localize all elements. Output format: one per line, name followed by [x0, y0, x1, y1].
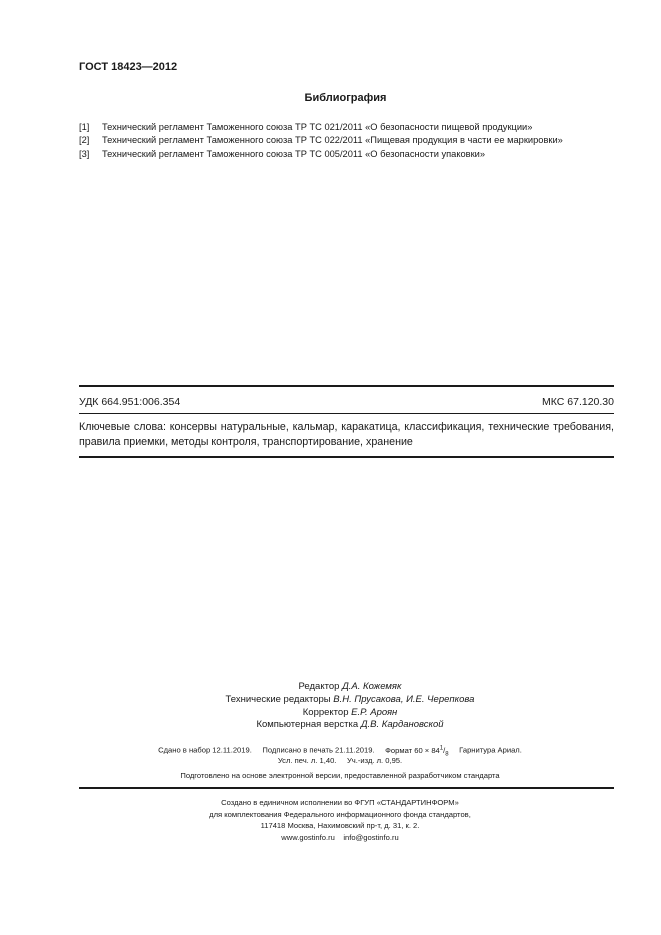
print-format: Формат $60 \times 84^1/_8$ [385, 745, 449, 758]
footer-block [80, 797, 600, 843]
credit-editor [150, 680, 550, 693]
mks-code: МКС 67.120.30 [542, 396, 614, 408]
credit-name: Д.А. Кожемяк [342, 681, 402, 692]
credit-label: Компьютерная верстка [256, 719, 359, 730]
keywords: Ключевые слова: консервы натуральные, кальмар, каракатица, классификация, технические требования, правила приемки, методы контроля, транспортирование, хранение [79, 421, 614, 448]
bibliography-item [79, 122, 532, 132]
bibliography-item [79, 135, 563, 145]
credit-layout [150, 718, 550, 731]
credit-name: Д.В. Кардановской [360, 719, 444, 730]
bibliography-item-number: [2] [79, 135, 90, 145]
footer-line: для комплектования Федерального информационного фонда стандартов, [209, 809, 471, 819]
footer-line: Создано в единичном исполнении во ФГУП «СТАНДАРТИНФОРМ» [221, 798, 459, 807]
credit-label: Корректор [302, 707, 349, 718]
submitted-date: Сдано в набор 12.11.2019. [158, 745, 252, 755]
bibliography-item-text: Технический регламент Таможенного союза ТР ТС 021/2011 «О безопасности пищевой продукции» [102, 122, 533, 132]
credit-name: Е.Р. Ароян [351, 707, 398, 718]
signed-date: Подписано в печать 21.11.2019. [262, 745, 375, 755]
credit-tech-editors [150, 693, 550, 706]
typeface: Гарнитура Ариал. [459, 745, 522, 755]
bibliography-title: Библиография [304, 92, 387, 104]
publishing-line-2 [80, 755, 600, 767]
credit-name: В.Н. Прусакова, И.Е. Черепкова [333, 694, 475, 705]
website-link[interactable]: www.gostinfo.ru [281, 832, 335, 842]
bottom-divider [79, 456, 614, 458]
bibliography-item-number: [3] [79, 149, 90, 159]
credit-label: Технические редакторы [225, 694, 331, 705]
top-divider [79, 385, 614, 387]
footer-contacts [80, 832, 600, 844]
udk-code: УДК 664.951:006.354 [79, 396, 181, 408]
mid-divider [79, 413, 614, 414]
email-link[interactable]: info@gostinfo.ru [343, 832, 399, 842]
prepared-note: Подготовлено на основе электронной версии, предоставленной разработчиком стандарта [180, 771, 500, 780]
footer-divider [79, 787, 614, 789]
bibliography-item-number: [1] [79, 122, 90, 132]
footer-address: 117418 Москва, Нахимовский пр-т, д. 31, к. 2. [260, 821, 420, 830]
publishing-sheets: Уч.-изд. л. 0,95. [346, 756, 403, 765]
bibliography-item [79, 149, 485, 159]
print-sheets: Усл. печ. л. 1,40. [277, 756, 337, 765]
credit-label: Редактор [298, 681, 340, 692]
bibliography-item-text: Технический регламент Таможенного союза ТР ТС 022/2011 «Пищевая продукция в части ее маркировки» [102, 135, 563, 145]
bibliography-item-text: Технический регламент Таможенного союза ТР ТС 005/2011 «О безопасности упаковки» [102, 149, 486, 159]
document-code: ГОСТ 18423—2012 [79, 61, 178, 73]
